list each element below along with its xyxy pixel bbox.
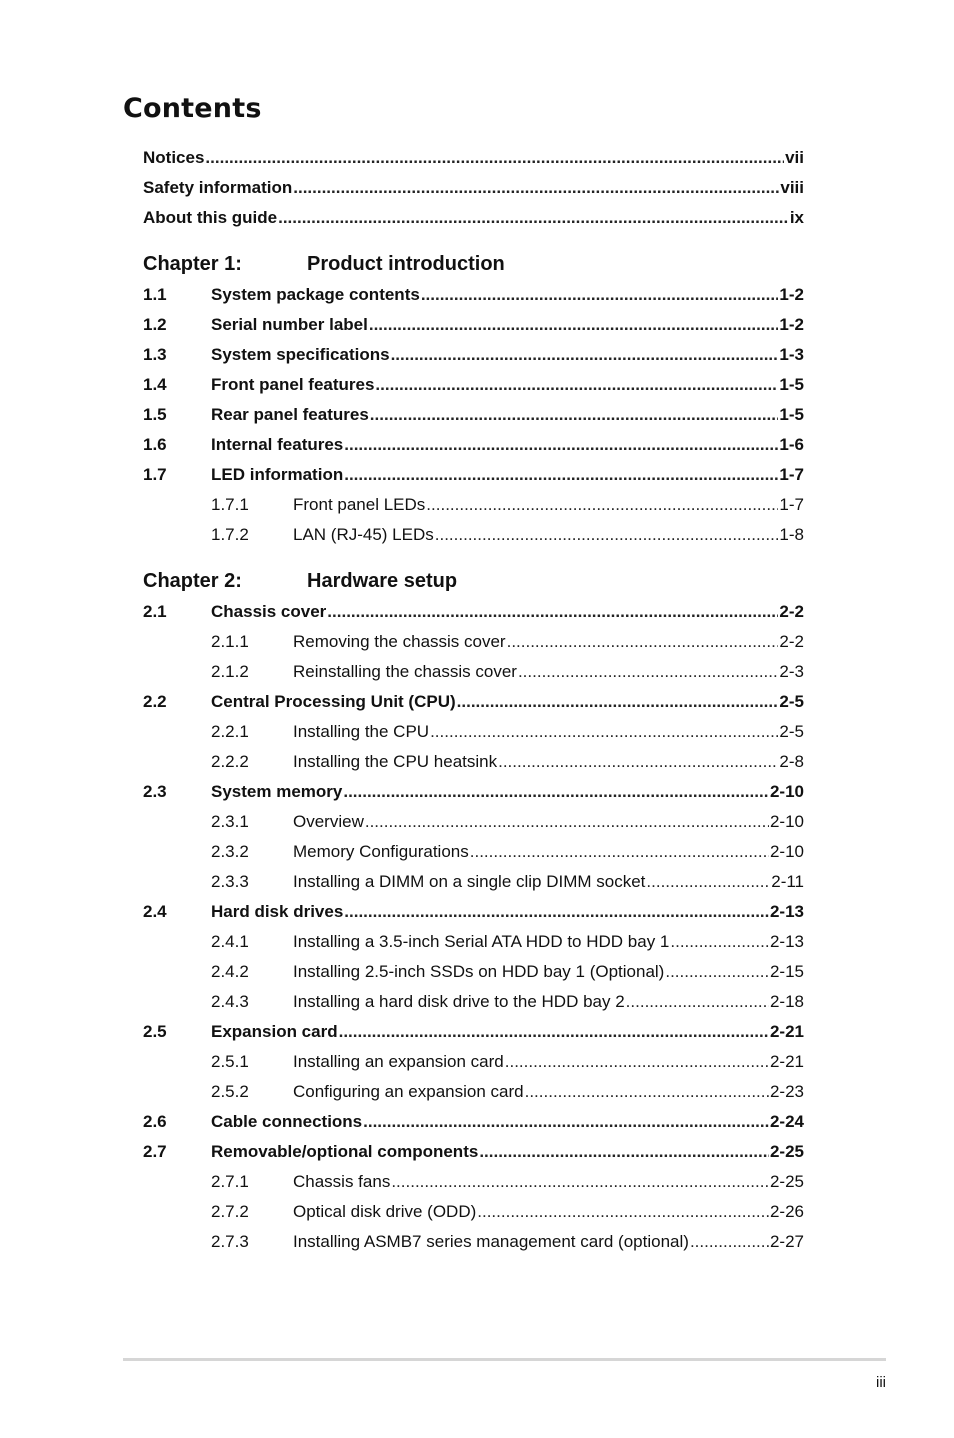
- entry-title: Overview: [293, 812, 364, 831]
- dot-leader: [518, 662, 778, 682]
- entry-page: 2-25: [769, 1172, 804, 1191]
- entry-page: 1-6: [779, 435, 804, 454]
- toc-section[interactable]: [143, 400, 804, 430]
- entry-page: 2-26: [769, 1202, 804, 1221]
- toc-section[interactable]: [143, 1137, 804, 1167]
- entry-title: Cable connections: [211, 1112, 363, 1131]
- entry-number: 2.1.1: [211, 632, 249, 651]
- dot-leader: [370, 405, 779, 425]
- dot-leader: [375, 375, 778, 395]
- entry-title: Internal features: [211, 435, 344, 454]
- entry-title: Installing ASMB7 series management card (optional): [293, 1232, 689, 1251]
- entry-number: 1.3: [143, 345, 167, 364]
- toc-section[interactable]: [143, 310, 804, 340]
- dot-leader: [344, 465, 778, 485]
- dot-leader: [430, 722, 778, 742]
- dot-leader: [665, 962, 769, 982]
- toc-subsection[interactable]: [143, 1227, 804, 1257]
- dot-leader: [626, 992, 769, 1012]
- toc-subsection[interactable]: [143, 657, 804, 687]
- entry-title: Notices: [143, 148, 205, 167]
- dot-leader: [421, 285, 779, 305]
- toc-section[interactable]: [143, 280, 804, 310]
- dot-leader: [344, 902, 769, 922]
- dot-leader: [426, 495, 778, 515]
- page-number: iii: [876, 1374, 886, 1391]
- toc-subsection[interactable]: [143, 717, 804, 747]
- toc-subsection[interactable]: [143, 957, 804, 987]
- entry-number: 2.3.3: [211, 872, 249, 891]
- toc-subsection[interactable]: [143, 1077, 804, 1107]
- entry-title: Configuring an expansion card: [293, 1082, 524, 1101]
- dot-leader: [293, 178, 779, 198]
- entry-number: 2.2: [143, 692, 167, 711]
- entry-page: 2-11: [771, 872, 804, 891]
- toc-subsection[interactable]: [143, 987, 804, 1017]
- entry-title: System package contents: [211, 285, 420, 304]
- entry-title: Chassis fans: [293, 1172, 391, 1191]
- entry-number: 2.3.2: [211, 842, 249, 861]
- entry-page: 2-18: [769, 992, 804, 1011]
- entry-number: 2.5.1: [211, 1052, 249, 1071]
- entry-number: 2.7: [143, 1142, 167, 1161]
- entry-page: 2-5: [779, 692, 804, 711]
- entry-page: 2-10: [769, 782, 804, 801]
- entry-number: 1.2: [143, 315, 167, 334]
- entry-number: 2.5: [143, 1022, 167, 1041]
- dot-leader: [470, 842, 769, 862]
- chapter-name: Product introduction: [307, 252, 505, 275]
- entry-title: System memory: [211, 782, 343, 801]
- entry-title: Reinstalling the chassis cover: [293, 662, 517, 681]
- entry-page: 1-2: [779, 285, 804, 304]
- entry-number: 2.3.1: [211, 812, 249, 831]
- entry-number: 2.4.2: [211, 962, 249, 981]
- entry-title: Installing the CPU heatsink: [293, 752, 498, 771]
- entry-number: 1.7.2: [211, 525, 249, 544]
- entry-title: Central Processing Unit (CPU): [211, 692, 456, 711]
- toc-subsection[interactable]: [143, 1047, 804, 1077]
- entry-page: 2-27: [769, 1232, 804, 1251]
- toc-section[interactable]: [143, 460, 804, 490]
- entry-page: 2-2: [779, 632, 804, 651]
- entry-number: 2.6: [143, 1112, 167, 1131]
- entry-title: System specifications: [211, 345, 390, 364]
- dot-leader: [457, 692, 779, 712]
- dot-leader: [646, 872, 770, 892]
- chapter-label: Chapter 2:: [143, 569, 242, 592]
- toc-subsection[interactable]: [143, 807, 804, 837]
- toc-section[interactable]: [143, 1107, 804, 1137]
- dot-leader: [205, 148, 784, 168]
- toc-entry-front[interactable]: [143, 143, 804, 173]
- entry-title: Installing a 3.5-inch Serial ATA HDD to HDD bay 1: [293, 932, 670, 951]
- entry-title: Expansion card: [211, 1022, 338, 1041]
- dot-leader: [363, 1112, 769, 1132]
- entry-title: Rear panel features: [211, 405, 369, 424]
- entry-number: 2.4.3: [211, 992, 249, 1011]
- entry-page: viii: [780, 178, 804, 197]
- entry-page: 2-21: [769, 1052, 804, 1071]
- entry-number: 2.3: [143, 782, 167, 801]
- entry-number: 2.2.2: [211, 752, 249, 771]
- toc-section[interactable]: [143, 687, 804, 717]
- toc-section[interactable]: [143, 1017, 804, 1047]
- entry-page: 1-7: [779, 495, 804, 514]
- entry-page: ix: [789, 208, 804, 227]
- entry-page: 2-5: [779, 722, 804, 741]
- entry-title: Installing the CPU: [293, 722, 430, 741]
- entry-page: 1-5: [779, 375, 804, 394]
- entry-number: 2.7.1: [211, 1172, 249, 1191]
- dot-leader: [507, 632, 779, 652]
- dot-leader: [339, 1022, 769, 1042]
- toc-subsection[interactable]: [143, 867, 804, 897]
- entry-title: LAN (RJ-45) LEDs: [293, 525, 434, 544]
- entry-number: 2.7.3: [211, 1232, 249, 1251]
- entry-page: 1-8: [779, 525, 804, 544]
- toc-section[interactable]: [143, 370, 804, 400]
- dot-leader: [505, 1052, 769, 1072]
- dot-leader: [391, 345, 779, 365]
- entry-title: Chassis cover: [211, 602, 327, 621]
- entry-title: Front panel LEDs: [293, 495, 426, 514]
- chapter-heading[interactable]: [143, 249, 804, 279]
- entry-page: 1-7: [779, 465, 804, 484]
- entry-page: 2-2: [779, 602, 804, 621]
- entry-number: 2.7.2: [211, 1202, 249, 1221]
- entry-title: Installing 2.5-inch SSDs on HDD bay 1 (Optional): [293, 962, 665, 981]
- dot-leader: [498, 752, 778, 772]
- entry-page: 1-5: [779, 405, 804, 424]
- entry-number: 2.1.2: [211, 662, 249, 681]
- entry-title: Installing an expansion card: [293, 1052, 504, 1071]
- entry-title: Optical disk drive (ODD): [293, 1202, 477, 1221]
- dot-leader: [369, 315, 779, 335]
- toc-section[interactable]: [143, 340, 804, 370]
- dot-leader: [525, 1082, 769, 1102]
- footer-rule: [123, 1358, 886, 1361]
- entry-number: 1.5: [143, 405, 167, 424]
- entry-page: 2-13: [769, 932, 804, 951]
- entry-title: Serial number label: [211, 315, 368, 334]
- entry-number: 2.1: [143, 602, 167, 621]
- entry-number: 2.4.1: [211, 932, 249, 951]
- entry-title: Front panel features: [211, 375, 375, 394]
- entry-page: 2-25: [769, 1142, 804, 1161]
- toc-section[interactable]: [143, 430, 804, 460]
- entry-page: 2-15: [769, 962, 804, 981]
- toc-subsection[interactable]: [143, 927, 804, 957]
- dot-leader: [343, 782, 769, 802]
- dot-leader: [327, 602, 778, 622]
- entry-number: 1.7: [143, 465, 167, 484]
- toc-subsection[interactable]: [143, 837, 804, 867]
- entry-number: 1.4: [143, 375, 167, 394]
- dot-leader: [690, 1232, 769, 1252]
- dot-leader: [435, 525, 779, 545]
- toc-subsection[interactable]: [143, 627, 804, 657]
- entry-page: 2-3: [779, 662, 804, 681]
- entry-title: Hard disk drives: [211, 902, 344, 921]
- entry-title: Removable/optional components: [211, 1142, 479, 1161]
- entry-page: 2-24: [769, 1112, 804, 1131]
- toc-section[interactable]: [143, 777, 804, 807]
- entry-page: 2-23: [769, 1082, 804, 1101]
- toc-subsection[interactable]: [143, 747, 804, 777]
- toc-subsection[interactable]: [143, 1197, 804, 1227]
- entry-page: 2-13: [769, 902, 804, 921]
- entry-number: 2.2.1: [211, 722, 249, 741]
- toc-subsection[interactable]: [143, 520, 804, 550]
- toc-entry-front[interactable]: [143, 203, 804, 233]
- entry-page: 2-10: [769, 812, 804, 831]
- entry-number: 1.7.1: [211, 495, 249, 514]
- toc-section[interactable]: [143, 597, 804, 627]
- chapter-label: Chapter 1:: [143, 252, 242, 275]
- dot-leader: [479, 1142, 769, 1162]
- dot-leader: [477, 1202, 769, 1222]
- entry-number: 2.5.2: [211, 1082, 249, 1101]
- entry-title: LED information: [211, 465, 344, 484]
- entry-number: 1.1: [143, 285, 167, 304]
- dot-leader: [365, 812, 769, 832]
- entry-title: Memory Configurations: [293, 842, 469, 861]
- entry-page: 2-10: [769, 842, 804, 861]
- chapter-name: Hardware setup: [307, 569, 458, 592]
- entry-number: 1.6: [143, 435, 167, 454]
- chapter-heading[interactable]: [143, 566, 804, 596]
- entry-title: Installing a hard disk drive to the HDD bay 2: [293, 992, 625, 1011]
- page-title: Contents: [123, 93, 262, 124]
- entry-number: 2.4: [143, 902, 167, 921]
- entry-title: Safety information: [143, 178, 293, 197]
- entry-title: Installing a DIMM on a single clip DIMM socket: [293, 872, 646, 891]
- toc-subsection[interactable]: [143, 1167, 804, 1197]
- toc-entry-front[interactable]: [143, 173, 804, 203]
- toc-section[interactable]: [143, 897, 804, 927]
- dot-leader: [670, 932, 769, 952]
- dot-leader: [278, 208, 789, 228]
- dot-leader: [391, 1172, 769, 1192]
- entry-page: 1-2: [779, 315, 804, 334]
- entry-page: 1-3: [779, 345, 804, 364]
- entry-page: 2-21: [769, 1022, 804, 1041]
- entry-title: Removing the chassis cover: [293, 632, 506, 651]
- toc-subsection[interactable]: [143, 490, 804, 520]
- entry-page: vii: [785, 148, 804, 167]
- entry-page: 2-8: [779, 752, 804, 771]
- dot-leader: [344, 435, 778, 455]
- entry-title: About this guide: [143, 208, 278, 227]
